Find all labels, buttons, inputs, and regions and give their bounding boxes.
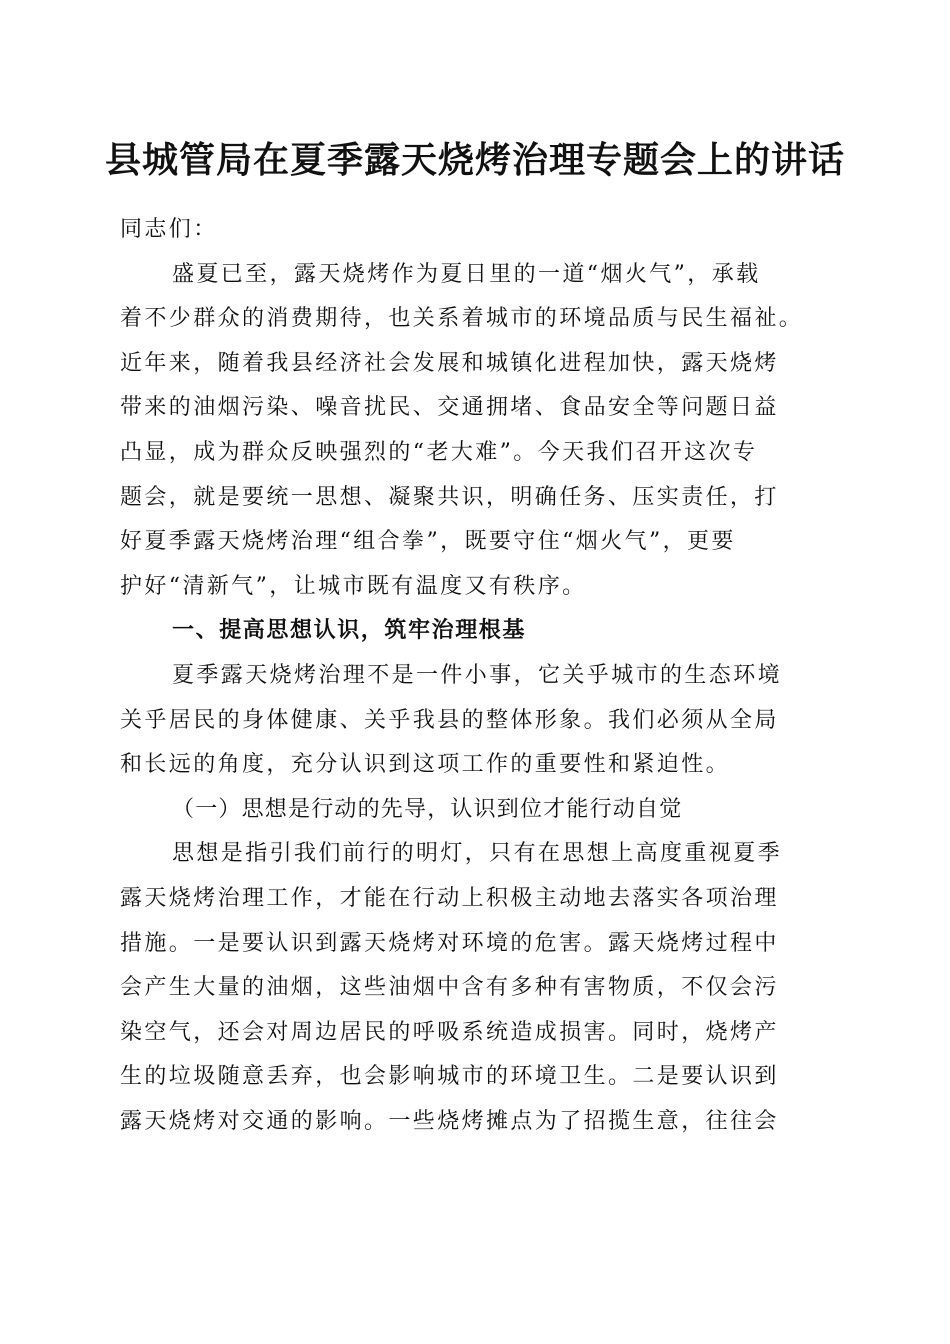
section-heading-1: 一、提高思想认识，筑牢治理根基 <box>172 618 527 644</box>
subsection1-paragraph <box>120 832 832 1144</box>
text-line: 关乎居民的身体健康、关乎我县的整体形象。我们必须从全局 <box>120 707 779 733</box>
text-line: 染空气，还会对周边居民的呼吸系统造成损害。同时，烧烤产 <box>120 1019 779 1045</box>
text-line: 着不少群众的消费期待，也关系着城市的环境品质与民生福祉。 <box>120 306 804 332</box>
text-line: 生的垃圾随意丢弃，也会影响城市的环境卫生。二是要认识到 <box>120 1064 779 1090</box>
text-line: 和长远的角度，充分认识到这项工作的重要性和紧迫性。 <box>120 752 731 778</box>
text-line: 夏季露天烧烤治理不是一件小事，它关乎城市的生态环境 <box>172 662 783 688</box>
text-line: 会产生大量的油烟，这些油烟中含有多种有害物质，不仅会污 <box>120 975 779 1001</box>
salutation: 同志们： <box>120 217 218 242</box>
text-line: 措施。一是要认识到露天烧烤对环境的危害。露天烧烤过程中 <box>120 930 779 956</box>
text-line: 好夏季露天烧烤治理“组合拳”，既要守住“烟火气”，更要 <box>120 529 736 555</box>
text-line: 露天烧烤治理工作，才能在行动上积极主动地去落实各项治理 <box>120 885 779 911</box>
section1-paragraph <box>120 654 832 788</box>
text-line: 凸显，成为群众反映强烈的“老大难”。今天我们召开这次专 <box>120 439 758 465</box>
subsection-heading-1: （一）思想是行动的先导，认识到位才能行动自觉 <box>172 796 683 822</box>
text-line: 露天烧烤对交通的影响。一些烧烤摊点为了招揽生意，往往会 <box>120 1108 779 1134</box>
document-title: 县城管局在夏季露天烧烤治理专题会上的讲话 <box>104 139 845 181</box>
text-line: 题会，就是要统一思想、凝聚共识，明确任务、压实责任，打 <box>120 484 779 510</box>
text-line: 近年来，随着我县经济社会发展和城镇化进程加快，露天烧烤 <box>120 350 779 376</box>
text-line: 思想是指引我们前行的明灯，只有在思想上高度重视夏季 <box>172 841 783 867</box>
text-line: 盛夏已至，露天烧烤作为夏日里的一道“烟火气”，承载 <box>172 261 761 287</box>
intro-paragraph <box>120 253 832 610</box>
text-line: 带来的油烟污染、噪音扰民、交通拥堵、食品安全等问题日益 <box>120 395 779 421</box>
document-body <box>120 208 832 1144</box>
text-line: 护好“清新气”，让城市既有温度又有秩序。 <box>120 573 587 599</box>
